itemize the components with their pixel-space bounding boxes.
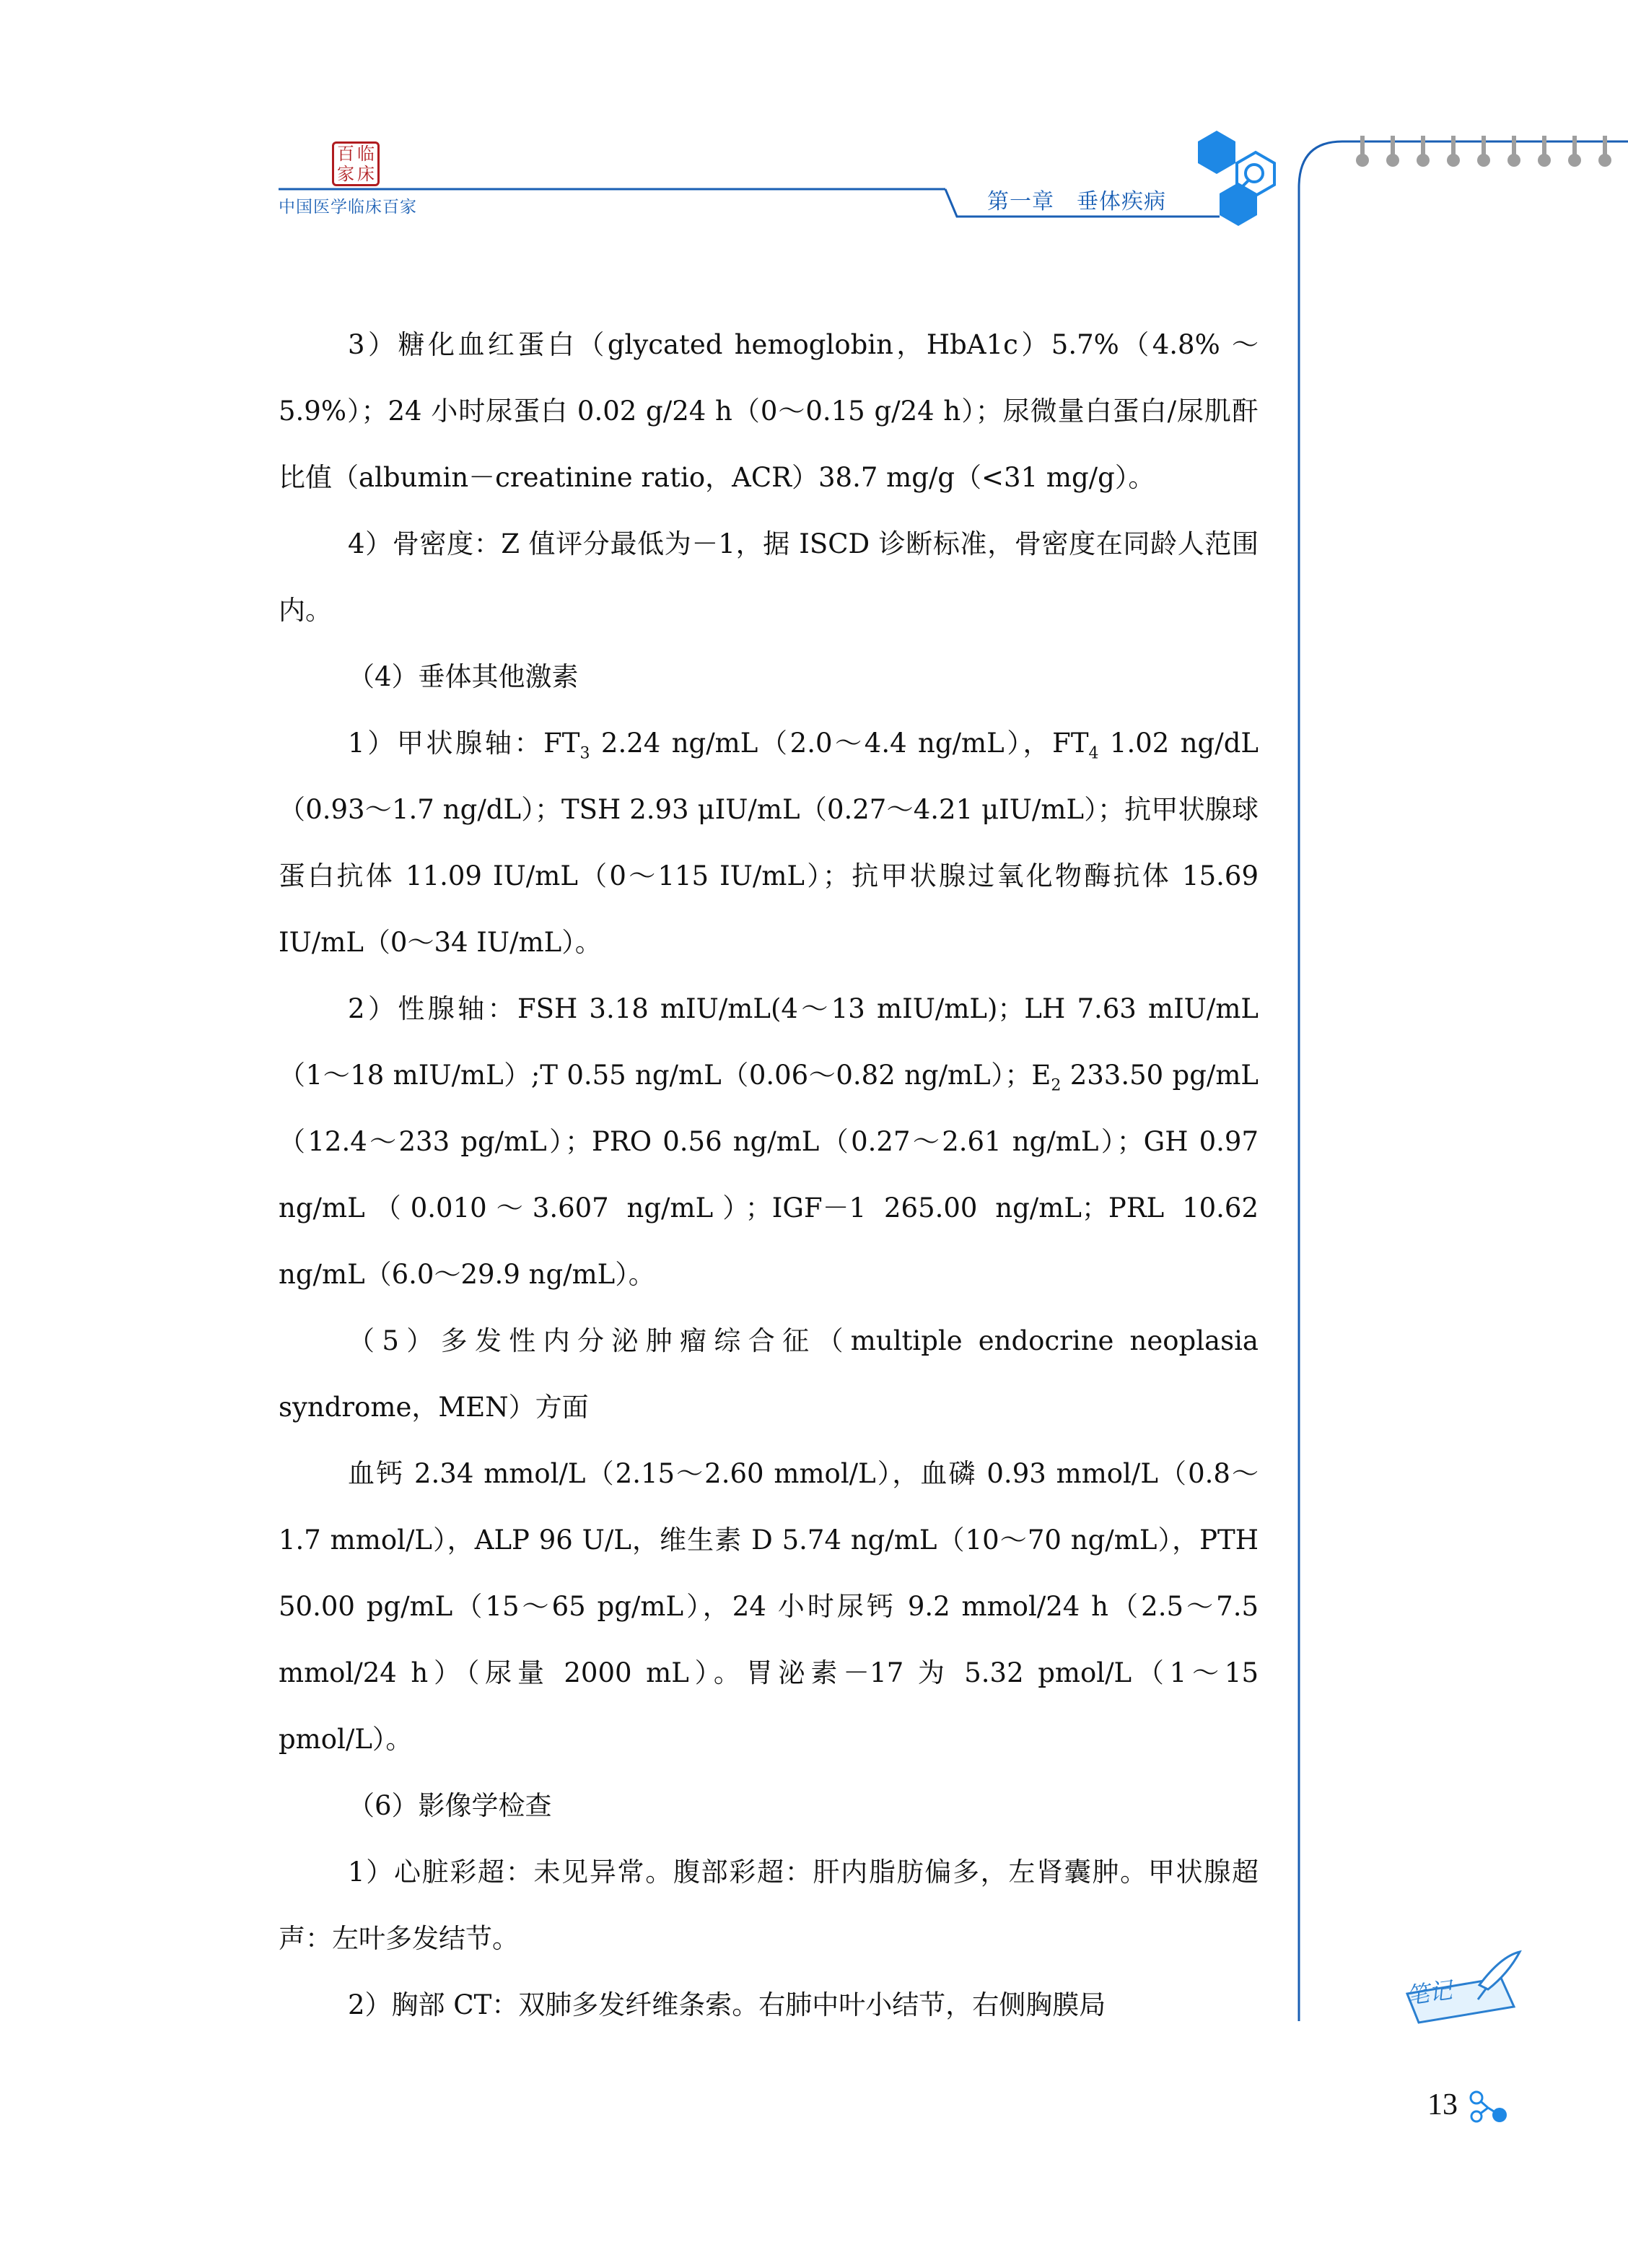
paragraph-chest-ct: 2）胸部 CT：双肺多发纤维条索。右肺中叶小结节，右侧胸膜局 <box>348 1989 1106 2020</box>
section-heading-pituitary-hormones: （4）垂体其他激素 <box>348 661 579 692</box>
molecule-icon <box>1466 2086 1510 2127</box>
page-number: 13 <box>1427 2088 1458 2121</box>
logo-char: 百 <box>337 144 354 164</box>
thyroid-text-b: 2.24 ng/mL（2.0～4.4 ng/mL），FT <box>590 728 1089 759</box>
ft3-subscript: 3 <box>579 744 590 763</box>
logo-char: 家 <box>337 164 354 184</box>
thyroid-text-c: 1.02 ng/dL（0.93～1.7 ng/dL）；TSH 2.93 μIU/mL（0.27～4.21 μIU/mL）；抗甲状腺球蛋白抗体 11.09 IU/mL（0～115 IU/mL）；抗甲状腺过氧化物酶抗体 15.69 IU/mL（0～34 IU/mL）。 <box>279 728 1259 958</box>
thyroid-text-a: 1）甲状腺轴：FT <box>348 728 580 759</box>
paragraph-hba1c: 3）糖化血红蛋白（glycated hemoglobin，HbA1c）5.7%（4.8% ～ 5.9%）；24 小时尿蛋白 0.02 g/24 h（0～0.15 g/24 h）；尿微量白蛋白/尿肌酐比值（albumin－creatinine ratio，ACR）38.7 mg/g（<31 mg/g）。 <box>279 329 1259 493</box>
gonadal-text-a: 2）性腺轴：FSH 3.18 mIU/mL(4～13 mIU/mL)；LH 7.63 mIU/mL（1～18 mIU/mL）;T 0.55 ng/mL（0.06～0.82 ng/mL）；E <box>279 993 1259 1091</box>
paragraph-gonadal-axis <box>279 976 1259 1308</box>
logo-char: 临 <box>357 144 375 164</box>
paragraph-ultrasound: 1）心脏彩超：未见异常。腹部彩超：肝内脂肪偏多，左肾囊肿。甲状腺超声：左叶多发结节。 <box>279 1857 1259 1954</box>
logo-char: 床 <box>357 164 375 184</box>
paragraph-bone-density: 4）骨密度：Z 值评分最低为－1，据 ISCD 诊断标准，骨密度在同龄人范围内。 <box>279 528 1259 626</box>
page-body <box>279 312 1259 2038</box>
binder-rings-icon <box>1356 136 1611 167</box>
chapter-title: 第一章 垂体疾病 <box>987 189 1166 214</box>
notes-label: 笔记 <box>1404 1976 1454 2010</box>
ft4-subscript: 4 <box>1088 744 1099 763</box>
series-title: 中国医学临床百家 <box>279 198 417 217</box>
gonadal-text-b: 233.50 pg/mL（12.4～233 pg/mL）；PRO 0.56 ng/mL（0.27～2.61 ng/mL）；GH 0.97 ng/mL（0.010～3.607 ng/mL）；IGF－1 265.00 ng/mL；PRL 10.62 ng/mL（6.0～29.9 ng/mL）。 <box>279 1060 1259 1290</box>
section-heading-men: （5）多发性内分泌肿瘤综合征（multiple endocrine neoplasia syndrome，MEN）方面 <box>279 1325 1259 1423</box>
side-tab-border <box>1299 141 1628 2021</box>
paragraph-calcium: 血钙 2.34 mmol/L（2.15～2.60 mmol/L），血磷 0.93 mmol/L（0.8～1.7 mmol/L），ALP 96 U/L，维生素 D 5.74 ng/mL（10～70 ng/mL），PTH 50.00 pg/mL（15～65 pg/mL），24 小时尿钙 9.2 mmol/24 h（2.5～7.5 mmol/24 h）（尿量 2000 mL）。胃泌素－17 为 5.32 pmol/L（1～15 pmol/L）。 <box>279 1458 1259 1755</box>
publisher-logo <box>332 141 380 186</box>
section-heading-imaging: （6）影像学检查 <box>348 1790 552 1821</box>
hexagon-icon <box>1198 131 1274 226</box>
e2-subscript: 2 <box>1051 1076 1062 1095</box>
paragraph-thyroid-axis <box>279 710 1259 976</box>
